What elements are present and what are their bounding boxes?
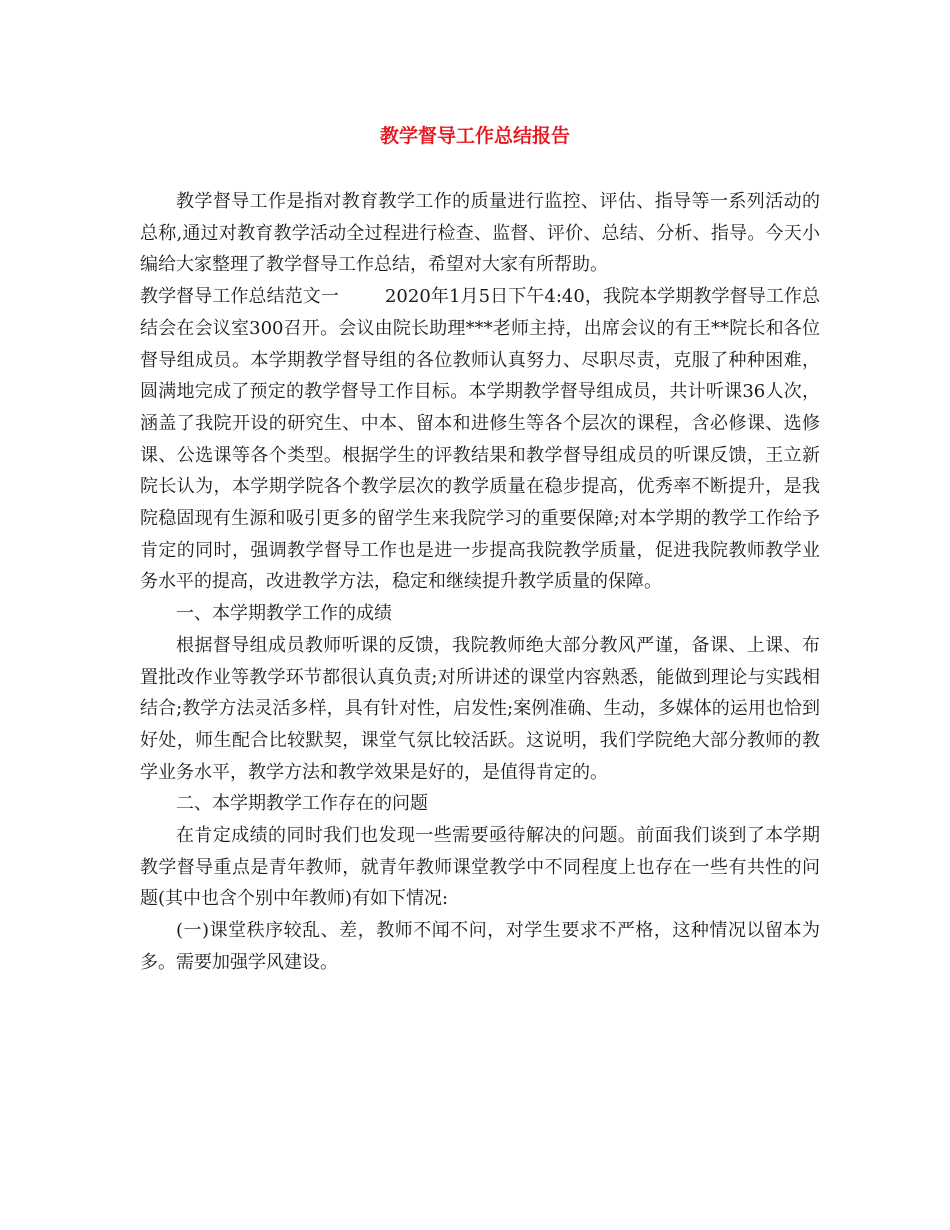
page-title: 教学督导工作总结报告 [379, 125, 570, 147]
section1-body: 根据督导组成员教师听课的反馈，我院教师绝大部分教风严谨，备课、上课、布置批改作业等教学环节都很认真负责;对所讲述的课堂内容熟悉，能做到理论与实践相结合;教学方法灵活多样，具有针对性，启发性;案例准确、生动，多媒体的运用也恰到好处，师生配合比较默契，课堂气氛比较活跃。这说明，我们学院绝大部分教师的教学业务水平，教学方法和教学效果是好的，是值得肯定的。 [140, 634, 820, 783]
example-label: 教学督导工作总结范文一 [140, 286, 339, 308]
example-body: 2020年1月5日下午4:40，我院本学期教学督导工作总结会在会议室300召开。会议由院长助理***老师主持，出席会议的有王**院长和各位督导组成员。本学期教学督导组的各位教师认真努力、尽职尽责，克服了种种困难，圆满地完成了预定的教学督导工作目标。本学期教学督导组成员，共计听课36人次，涵盖了我院开设的研究生、中本、留本和进修生等各个层次的课程，含必修课、选修课、公选课等各个类型。根据学生的评教结果和教学督导组成员的听课反馈，王立新院长认为，本学期学院各个教学层次的教学质量在稳步提高，优秀率不断提升，是我院稳固现有生源和吸引更多的留学生来我院学习的重要保障;对本学期的教学工作给予肯定的同时，强调教学督导工作也是进一步提高我院教学质量，促进我院教师教学业务水平的提高，改进教学方法，稳定和继续提升教学质量的保障。 [140, 286, 820, 593]
section2-heading: 二、本学期教学工作存在的问题 [176, 793, 428, 815]
intro-paragraph: 教学督导工作是指对教育教学工作的质量进行监控、评估、指导等一系列活动的总称,通过对教育教学活动全过程进行检查、监督、评价、总结、分析、指导。今天小编给大家整理了教学督导工作总结，希望对大家有所帮助。 [140, 191, 820, 276]
document-body [140, 186, 820, 979]
example-paragraph [140, 281, 820, 598]
list-item-1: (一)课堂秩序较乱、差，教师不闻不问，对学生要求不严格，这种情况以留本为多。需要加强学风建设。 [140, 920, 820, 973]
section2-body: 在肯定成绩的同时我们也发现一些需要亟待解决的问题。前面我们谈到了本学期教学督导重点是青年教师，就青年教师课堂教学中不同程度上也存在一些有共性的问题(其中也含个别中年教师)有如下情况: [140, 825, 820, 910]
section1-heading: 一、本学期教学工作的成绩 [176, 603, 392, 625]
